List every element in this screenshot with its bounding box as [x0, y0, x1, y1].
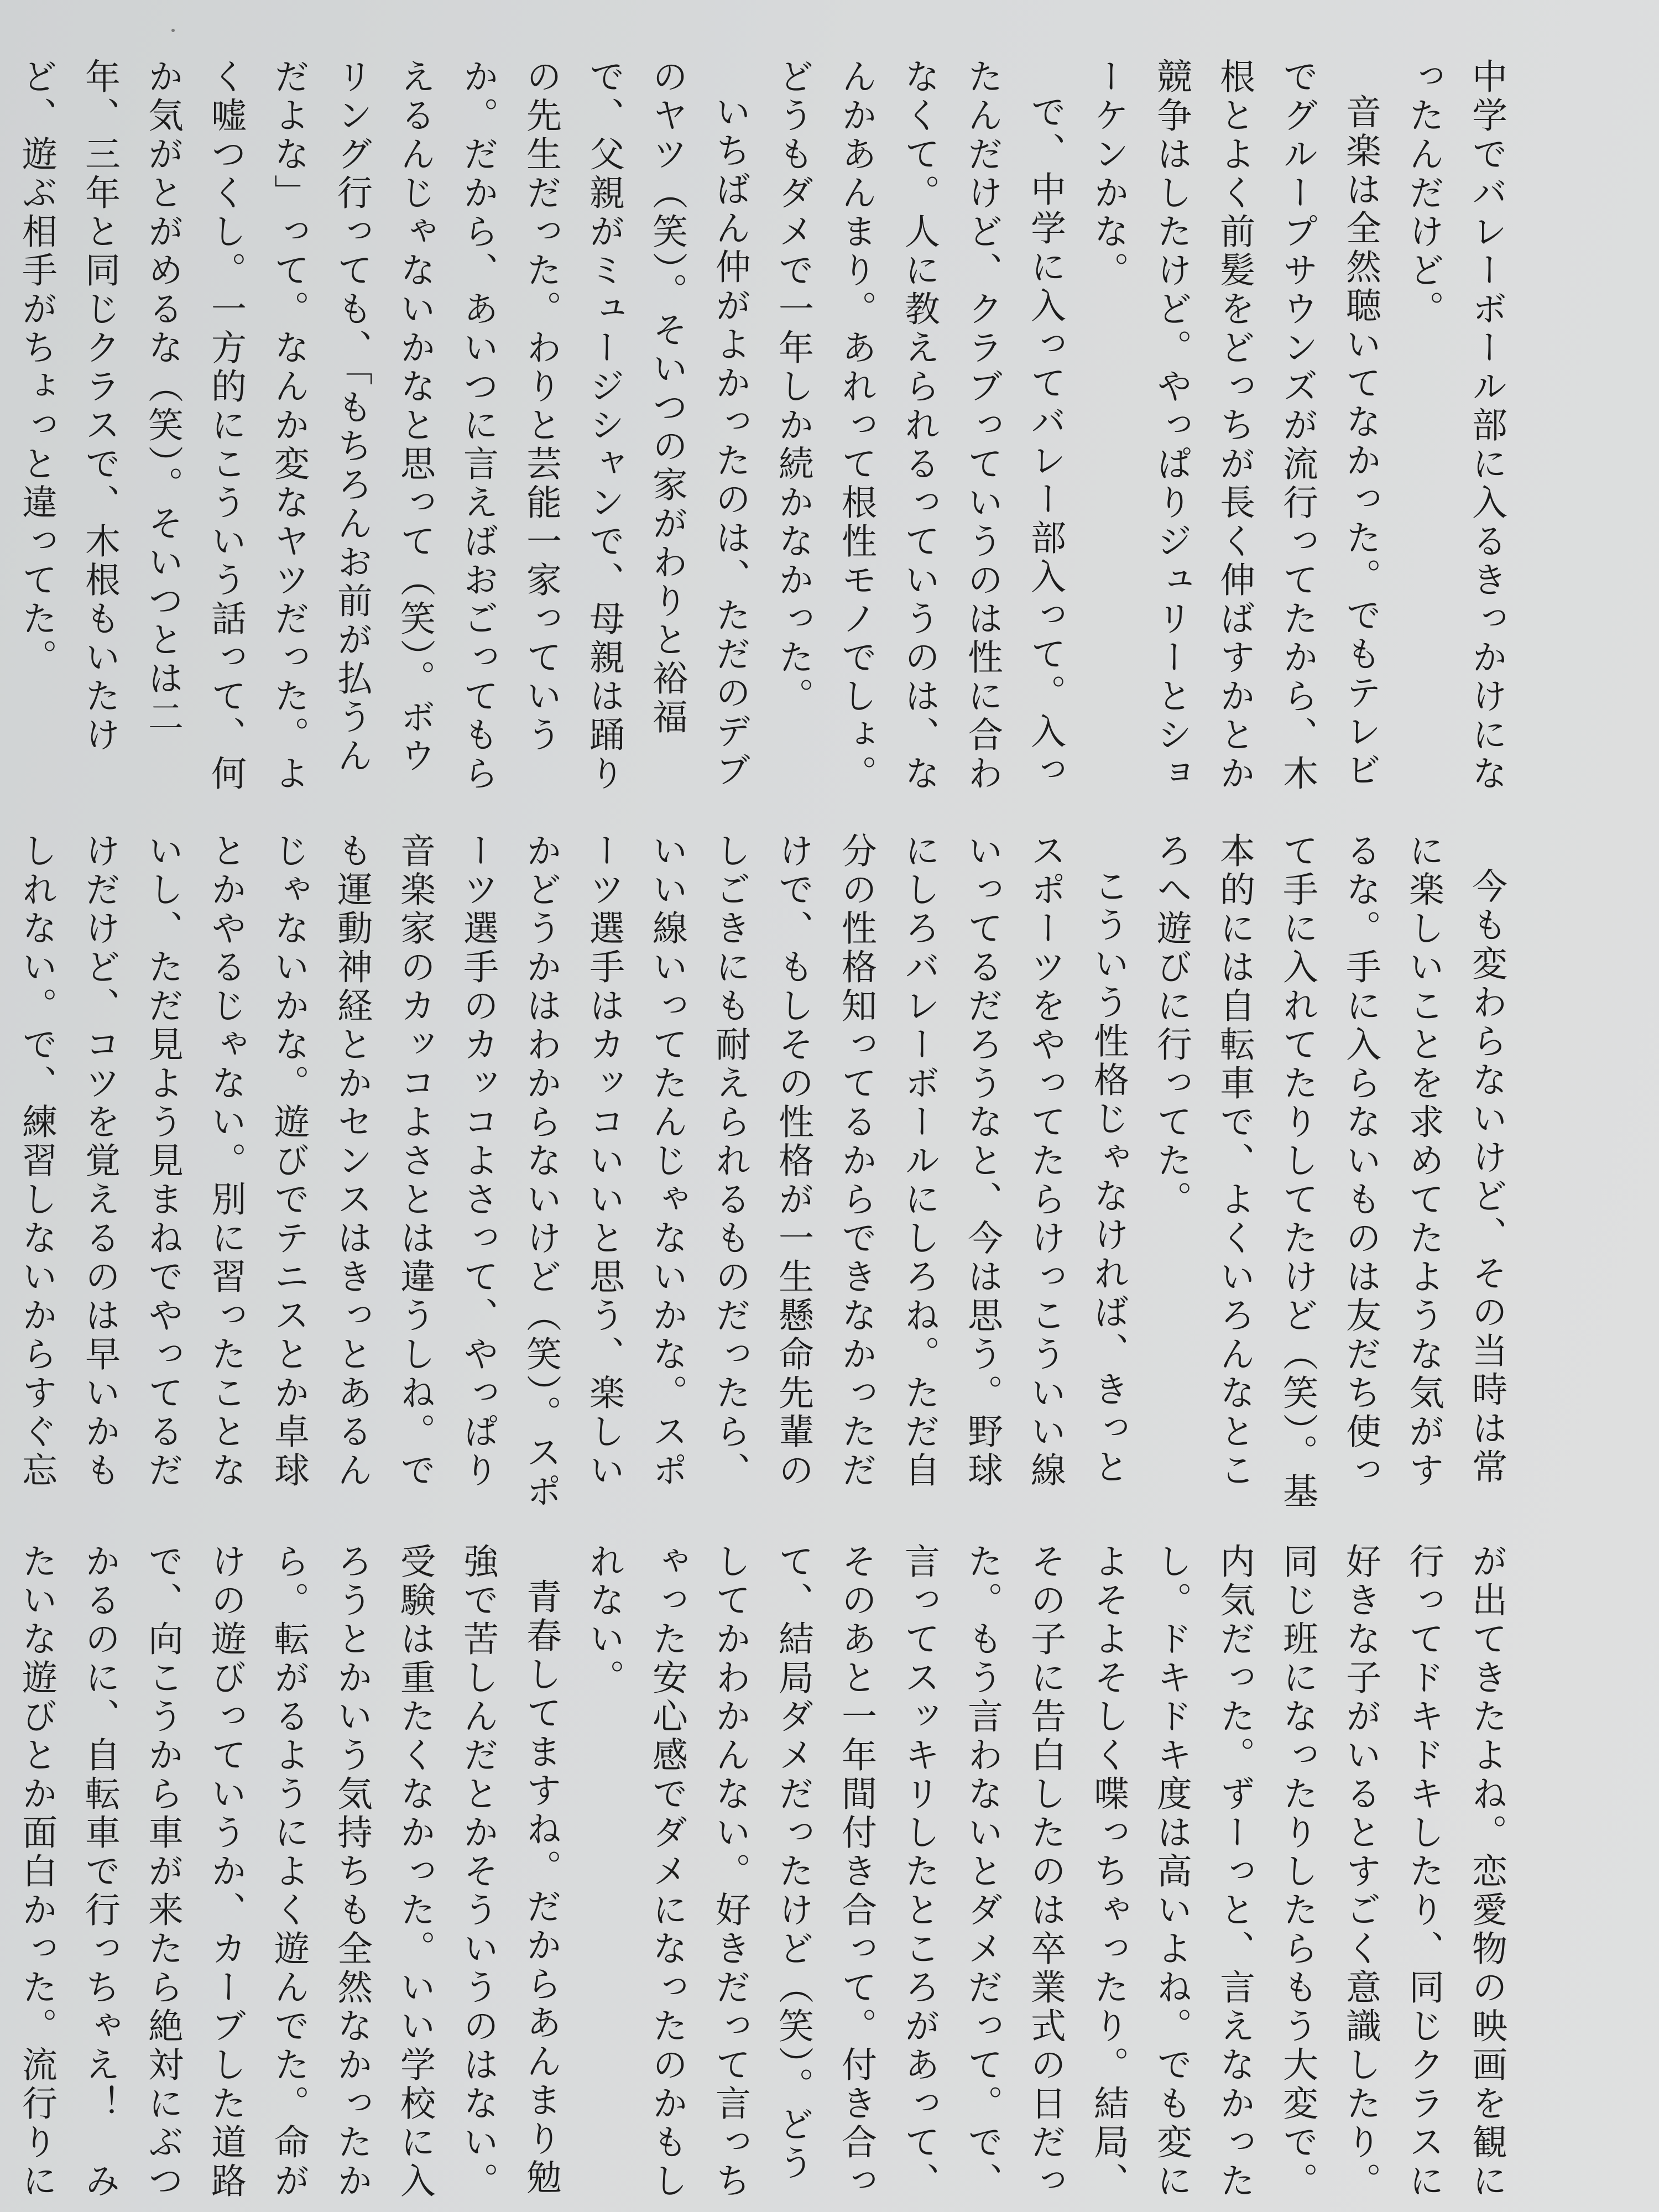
- paragraph: いちばん仲がよかったのは、ただのデブのヤツ（笑）。そいつの家がわりと裕福で、父親がミュージシャンで、母親は踊りの先生だった。わりと芸能一家っていうか。だから、あいつに言えばおごってもらえるんじゃないかなと思って（笑）。ボウリング行っても、「もちろんお前が払うんだよな」って。なんか変なヤツだった。よく嘘つくし。一方的にこういう話って、何か気がとがめるな（笑）。そいつとは二年、三年と同じクラスで、木根もいたけど、遊ぶ相手がちょっと違ってた。: [16, 58, 750, 794]
- text-block-lower: [16, 1543, 1518, 2206]
- paragraph: で、中学に入ってバレー部入って。入ったんだけど、クラブっていうのは性に合わなくて。人に教えられるっていうのは、なんかあんまり。あれって根性モノでしょ。どうもダメで一年しか続かなかった。: [773, 58, 1066, 794]
- paragraph: 音楽は全然聴いてなかった。でもテレビでグループサウンズが流行ってたから、木根とよく前髪をどっちが長く伸ばすかとか競争はしたけど。やっぱりジュリーとショーケンかな。: [1088, 58, 1381, 794]
- paragraph: が出てきたよね。恋愛物の映画を観に行ってドキドキしたり、同じクラスに好きな子がいるとすごく意識したり。同じ班になったりしたらもう大変で。内気だった。ずーっと、言えなかったし。ドキドキ度は高いよね。でも変によそよそしく喋っちゃったり。結局、その子に告白したのは卒業式の日だった。もう言わないとダメだって。で、言ってスッキリしたところがあって、そのあと一年間付き合って。付き合って、結局ダメだったけど（笑）。どうしてかわかんない。好きだって言っちゃった安心感でダメになったのかもしれない。: [583, 1543, 1507, 2201]
- paragraph: 中学でバレーボール部に入るきっかけになったんだけど。: [1403, 58, 1507, 794]
- text-block-upper: [16, 58, 1518, 813]
- paper-speck: [171, 29, 175, 32]
- paragraph: 青春してますね。だからあんまり勉強で苦しんだとかそういうのはない。受験は重たくなかった。いい学校に入ろうとかいう気持ちも全然なかったから。転がるようによく遊んでた。命がけの遊びっていうか、カーブした道路で、向こうから車が来たら絶対にぶつかるのに、自転車で行っちゃえ！ みたいな遊びとか面白かった。流行りに: [16, 1543, 561, 2201]
- paragraph: こういう性格じゃなければ、きっとスポーツをやってたらけっこういい線いってるだろうなと、今は思う。野球にしろバレーボールにしろね。ただ自分の性格知ってるからできなかっただけで、もしその性格が一生懸命先輩のしごきにも耐えられるものだったら、いい線いってたんじゃないかな。スポーツ選手はカッコいいと思う、楽しいかどうかはわからないけど（笑）。スポーツ選手のカッコよさって、やっぱり音楽家のカッコよさとは違うしね。でも運動神経とかセンスはきっとあるんじゃないかな。遊びでテニスとか卓球とかやるじゃない。別に習ったことないし、ただ見よう見まねでやってるだけだけど、コツを覚えるのは早いかもしれない。で、練習しないからすぐ忘: [16, 832, 1129, 1511]
- paragraph: 今も変わらないけど、その当時は常に楽しいことを求めてたような気がするな。手に入らないものは友だち使って手に入れてたりしてたけど（笑）。基本的には自転車で、よくいろんなところへ遊びに行ってた。: [1151, 832, 1507, 1511]
- text-block-middle: [16, 832, 1518, 1524]
